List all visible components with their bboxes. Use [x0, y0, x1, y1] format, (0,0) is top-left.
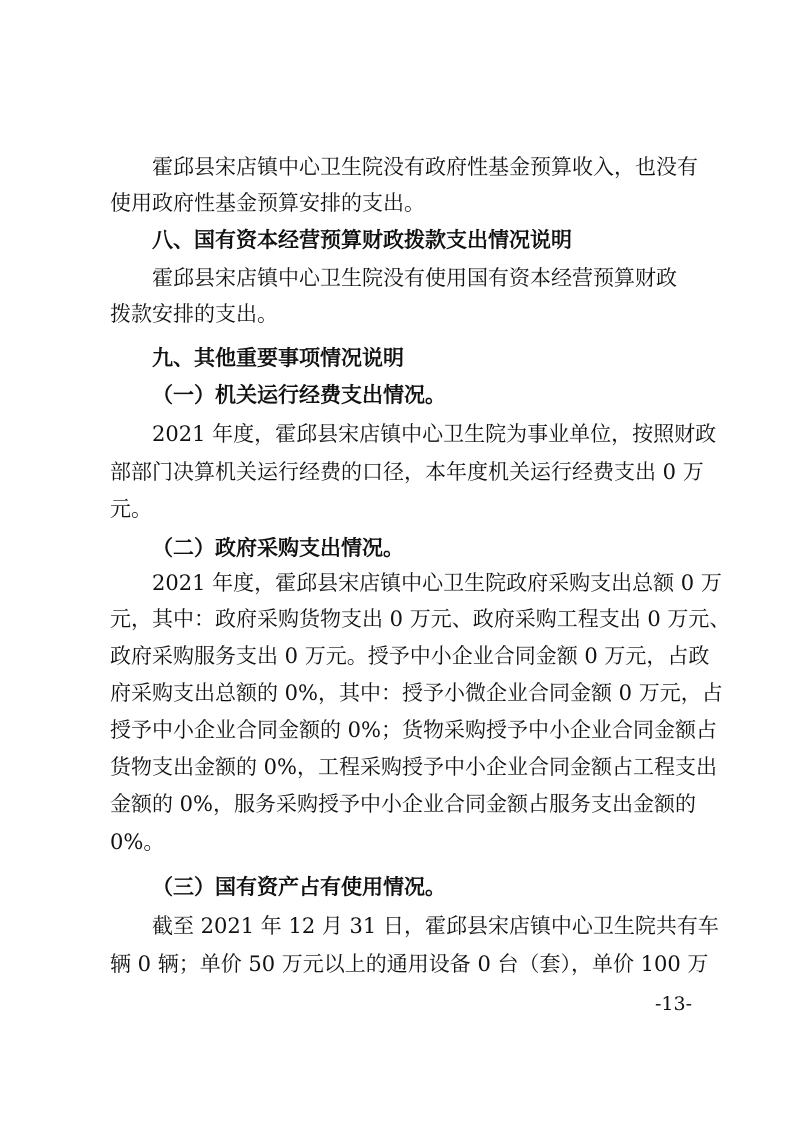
section-heading: 九、其他重要事项情况说明 [152, 346, 404, 370]
subsection-heading: （三）国有资产占有使用情况。 [152, 875, 446, 899]
body-line: 货物支出金额的 0%，工程采购授予中小企业合同金额占工程支出 [110, 755, 717, 779]
body-line: 2021 年度，霍邱县宋店镇中心卫生院为事业单位，按照财政 [152, 422, 717, 446]
subsection-heading: （二）政府采购支出情况。 [152, 536, 404, 560]
body-line: 2021 年度，霍邱县宋店镇中心卫生院政府采购支出总额 0 万 [152, 571, 722, 595]
body-line: 辆 0 辆；单价 50 万元以上的通用设备 0 台（套），单价 100 万 [110, 952, 709, 976]
body-line: 霍邱县宋店镇中心卫生院没有政府性基金预算收入，也没有 [152, 155, 698, 179]
body-line: 使用政府性基金预算安排的支出。 [110, 191, 425, 215]
body-line: 金额的 0%，服务采购授予中小企业合同金额占服务支出金额的 [110, 792, 696, 816]
body-line: 元，其中：政府采购货物支出 0 万元、政府采购工程支出 0 万元、 [110, 607, 731, 631]
body-line: 政府采购服务支出 0 万元。授予中小企业合同金额 0 万元，占政 [110, 644, 710, 668]
body-line: 元。 [110, 497, 152, 521]
body-line: 府采购支出总额的 0%，其中：授予小微企业合同金额 0 万元，占 [110, 681, 723, 705]
body-line: 授予中小企业合同金额的 0%；货物采购授予中小企业合同金额占 [110, 718, 717, 742]
page-number: -13- [654, 993, 692, 1015]
body-line: 霍邱县宋店镇中心卫生院没有使用国有资本经营预算财政 [152, 266, 677, 290]
body-line: 部部门决算机关运行经费的口径，本年度机关运行经费支出 0 万 [110, 460, 704, 484]
body-line: 截至 2021 年 12 月 31 日，霍邱县宋店镇中心卫生院共有车 [152, 914, 719, 938]
body-line: 拨款安排的支出。 [110, 302, 278, 326]
body-line: 0%。 [110, 830, 165, 854]
section-heading: 八、国有资本经营预算财政拨款支出情况说明 [152, 228, 572, 252]
subsection-heading: （一）机关运行经费支出情况。 [152, 383, 446, 407]
